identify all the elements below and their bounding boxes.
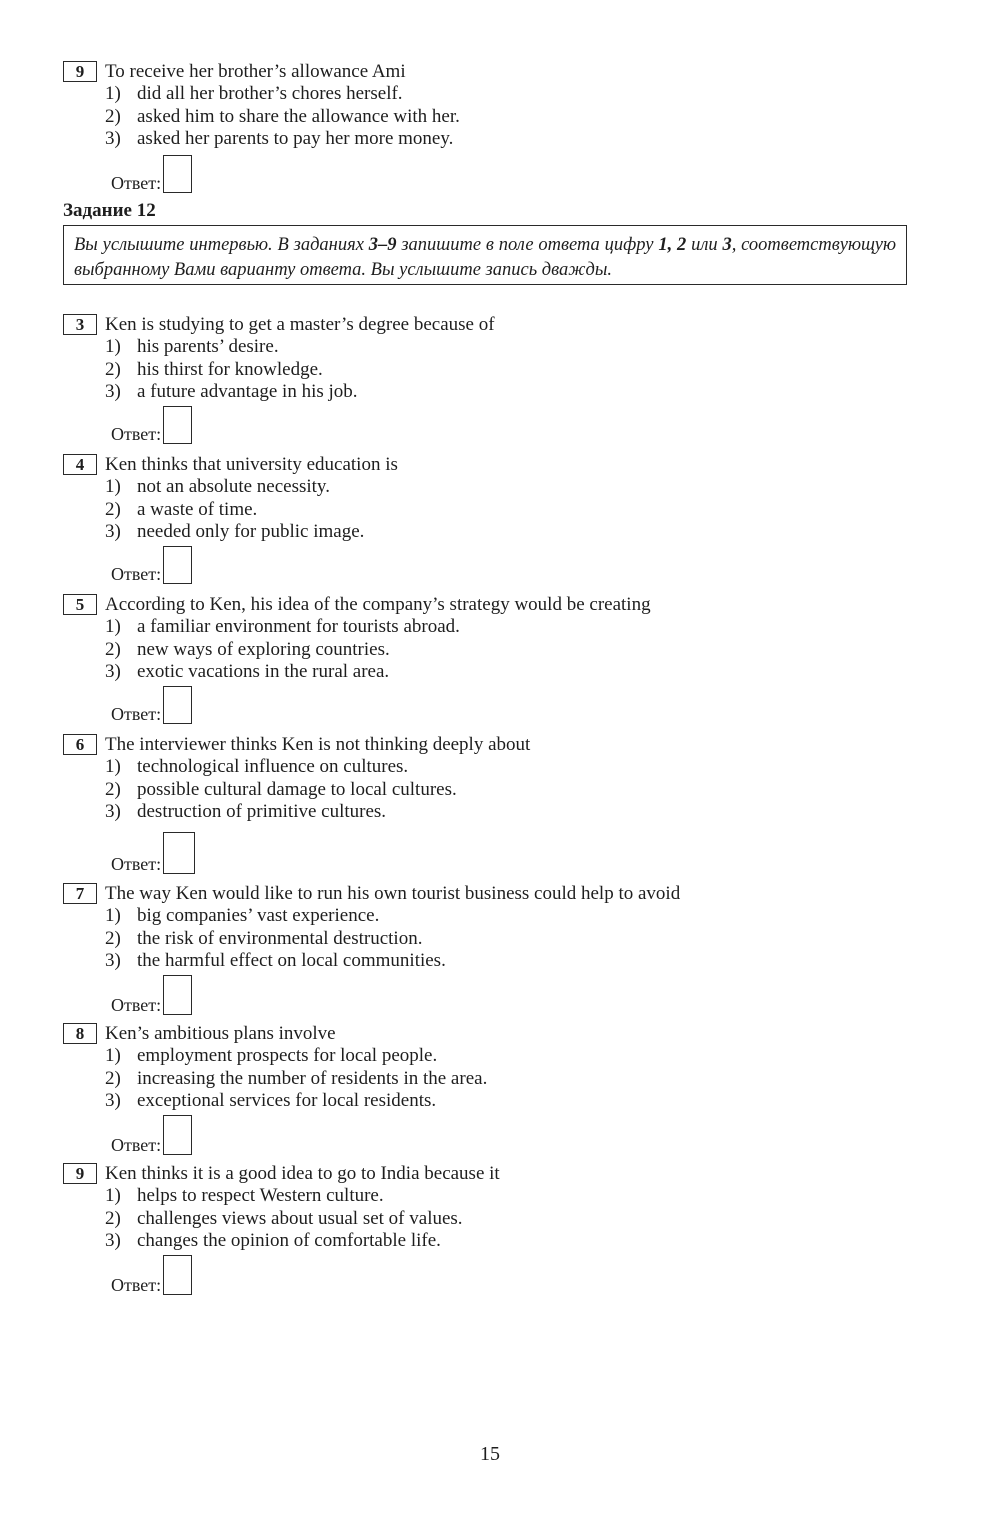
answer-label: Ответ: bbox=[111, 424, 162, 444]
answer-box[interactable] bbox=[163, 832, 195, 874]
question-number: 9 bbox=[63, 1163, 97, 1184]
option-2: 2) challenges views about usual set of values. bbox=[105, 1207, 463, 1229]
option-3: 3) needed only for public image. bbox=[105, 521, 365, 542]
question-number: 3 bbox=[63, 314, 97, 335]
page-number: 15 bbox=[480, 1443, 500, 1465]
option-2: 2) a waste of time. bbox=[105, 498, 258, 520]
answer-box[interactable] bbox=[163, 406, 192, 444]
question-stem: To receive her brother’s allowance Ami bbox=[105, 60, 406, 82]
question-number: 4 bbox=[63, 454, 97, 475]
question-number: 7 bbox=[63, 883, 97, 904]
option-1: 1) not an absolute necessity. bbox=[105, 476, 330, 497]
answer-box[interactable] bbox=[163, 686, 192, 724]
answer-label: Ответ: bbox=[111, 1135, 162, 1155]
answer-box[interactable] bbox=[163, 155, 192, 193]
answer-label: Ответ: bbox=[111, 704, 162, 724]
answer-field bbox=[111, 406, 192, 444]
task-title: Задание 12 bbox=[63, 200, 156, 221]
option-1: 1) technological influence on cultures. bbox=[105, 756, 409, 777]
option-1: 1) a familiar environment for tourists abroad. bbox=[105, 616, 460, 637]
option-2: 2) the risk of environmental destruction. bbox=[105, 927, 423, 949]
question-block-3 bbox=[63, 313, 923, 444]
option-2: 2) new ways of exploring countries. bbox=[105, 638, 390, 660]
task-instructions: Вы услышите интервью. В заданиях 3–9 запишите в поле ответа цифру 1, 2 или 3, соответствующую выбранному Вами варианту ответа. Вы услышите запись дважды. bbox=[63, 225, 907, 285]
option-3: 3) changes the opinion of comfortable life. bbox=[105, 1230, 441, 1251]
option-2: 2) asked him to share the allowance with her. bbox=[105, 105, 460, 127]
question-block-4 bbox=[63, 453, 923, 584]
question-stem: The way Ken would like to run his own tourist business could help to avoid bbox=[105, 882, 681, 904]
option-1: 1) big companies’ vast experience. bbox=[105, 905, 380, 926]
option-2: 2) his thirst for knowledge. bbox=[105, 358, 323, 380]
answer-label: Ответ: bbox=[111, 564, 162, 584]
option-3: 3) the harmful effect on local communities. bbox=[105, 950, 446, 971]
answer-box[interactable] bbox=[163, 1255, 192, 1295]
answer-field bbox=[111, 1255, 192, 1295]
question-stem: Ken is studying to get a master’s degree because of bbox=[105, 313, 495, 335]
question-number: 9 bbox=[63, 61, 97, 82]
question-block-top-9 bbox=[63, 60, 923, 193]
answer-field bbox=[111, 1115, 192, 1155]
question-block-6 bbox=[63, 733, 923, 874]
question-block-8 bbox=[63, 1022, 923, 1155]
question-stem: Ken thinks it is a good idea to go to India because it bbox=[105, 1162, 500, 1184]
answer-field bbox=[111, 686, 192, 724]
question-stem: Ken thinks that university education is bbox=[105, 453, 398, 475]
answer-box[interactable] bbox=[163, 1115, 192, 1155]
option-2: 2) increasing the number of residents in the area. bbox=[105, 1067, 488, 1089]
answer-label: Ответ: bbox=[111, 854, 162, 874]
answer-field bbox=[111, 832, 195, 874]
question-stem: Ken’s ambitious plans involve bbox=[105, 1022, 336, 1044]
answer-label: Ответ: bbox=[111, 173, 162, 193]
option-3: 3) destruction of primitive cultures. bbox=[105, 801, 387, 822]
answer-box[interactable] bbox=[163, 546, 192, 584]
question-number: 6 bbox=[63, 734, 97, 755]
option-1: 1) did all her brother’s chores herself. bbox=[105, 83, 403, 104]
question-number: 8 bbox=[63, 1023, 97, 1044]
question-stem: According to Ken, his idea of the company’s strategy would be creating bbox=[105, 593, 651, 615]
option-1: 1) his parents’ desire. bbox=[105, 336, 279, 357]
answer-field bbox=[111, 155, 192, 193]
option-2: 2) possible cultural damage to local cultures. bbox=[105, 778, 457, 800]
question-block-9 bbox=[63, 1162, 923, 1295]
question-number: 5 bbox=[63, 594, 97, 615]
answer-label: Ответ: bbox=[111, 1275, 162, 1295]
answer-box[interactable] bbox=[163, 975, 192, 1015]
question-stem: The interviewer thinks Ken is not thinking deeply about bbox=[105, 733, 531, 755]
option-3: 3) exotic vacations in the rural area. bbox=[105, 661, 390, 682]
answer-field bbox=[111, 975, 192, 1015]
option-1: 1) employment prospects for local people. bbox=[105, 1045, 438, 1066]
option-1: 1) helps to respect Western culture. bbox=[105, 1185, 384, 1206]
answer-label: Ответ: bbox=[111, 995, 162, 1015]
question-block-5 bbox=[63, 593, 923, 724]
option-3: 3) asked her parents to pay her more money. bbox=[105, 128, 454, 149]
option-3: 3) a future advantage in his job. bbox=[105, 381, 358, 402]
option-3: 3) exceptional services for local residents. bbox=[105, 1090, 437, 1111]
answer-field bbox=[111, 546, 192, 584]
question-block-7 bbox=[63, 882, 923, 1015]
